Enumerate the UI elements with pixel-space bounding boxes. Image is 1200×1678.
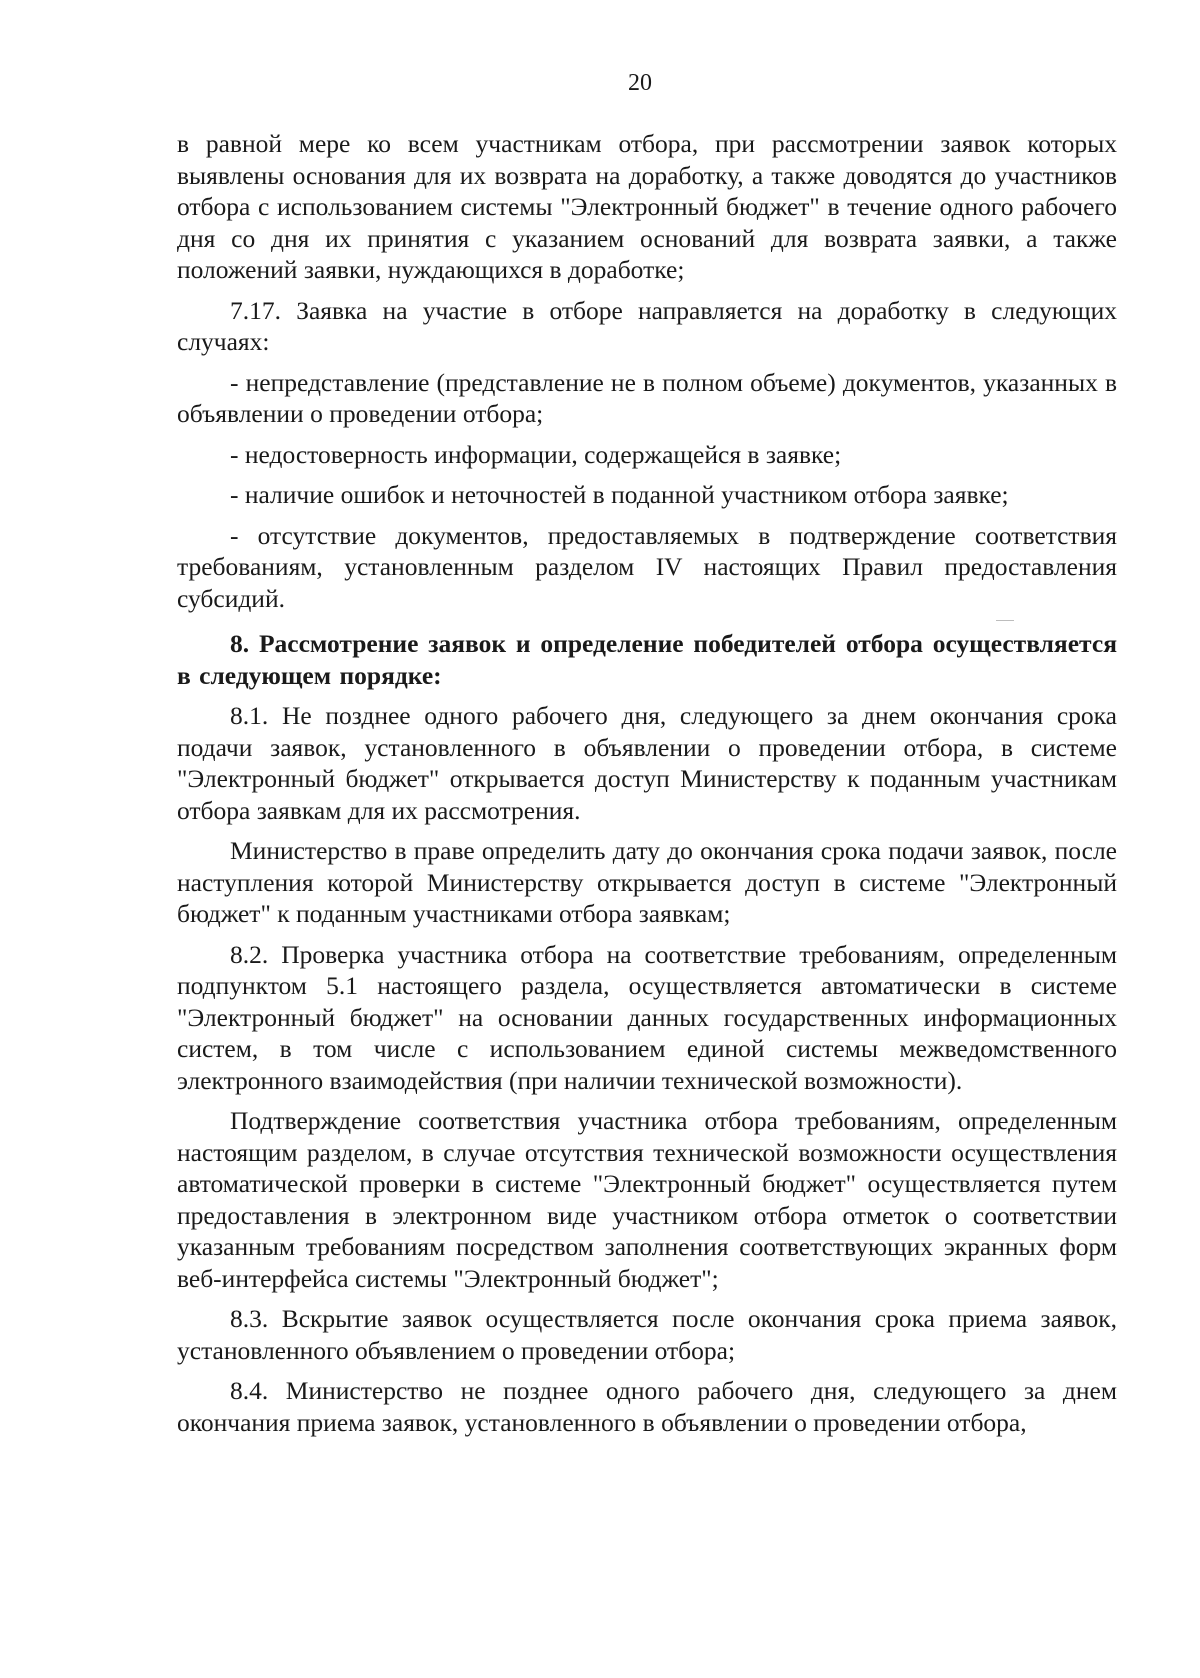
scan-artifact-line: [996, 620, 1014, 621]
list-item-missing-documents: - отсутствие документов, предоставляемых в подтверждение соответствия требованиям, установленным разделом IV настоящих Правил предоставления субсидий.: [177, 520, 1117, 613]
list-item-nonsubmission: - непредставление (представление не в полном объеме) документов, указанных в объявлении о проведении отбора;: [177, 367, 1117, 428]
list-item-errors: - наличие ошибок и неточностей в поданной участником отбора заявке;: [230, 480, 1009, 509]
paragraph-ministry-date: Министерство в праве определить дату до окончания срока подачи заявок, после наступления которой Министерству открывается доступ в системе "Электронный бюджет" к поданным участниками отбора заявкам;: [177, 836, 1117, 928]
paragraph-7-17: 7.17. Заявка на участие в отборе направляется на доработку в следующих случаях:: [177, 295, 1117, 356]
paragraph-8-1: 8.1. Не позднее одного рабочего дня, следующего за днем окончания срока подачи заявок, установленного в объявлении о проведении отбора, в системе "Электронный бюджет" открывается доступ Министерству к поданным участникам отбора заявкам для их рассмотрения.: [177, 701, 1117, 825]
paragraph-8-3: 8.3. Вскрытие заявок осуществляется после окончания срока приема заявок, установленного объявлением о проведении отбора;: [177, 1304, 1117, 1365]
paragraph-continuation: в равной мере ко всем участникам отбора, при рассмотрении заявок которых выявлены основания для их возврата на доработку, а также доводятся до участников отбора с использованием системы "Электронный бюджет" в течение одного рабочего дня со дня их принятия с указанием оснований для возврата заявки, а также положений заявки, нуждающихся в доработке;: [177, 129, 1117, 284]
paragraph-8-4: 8.4. Министерство не позднее одного рабочего дня, следующего за днем окончания приема заявок, установленного в объявлении о проведении отбора,: [177, 1376, 1117, 1437]
paragraph-confirmation: Подтверждение соответствия участника отбора требованиям, определенным настоящим разделом, в случае отсутствия технической возможности осуществления автоматической проверки в системе "Электронный бюджет" осуществляется путем предоставления в электронном виде участником отбора отметок о соответствии указанным требованиям посредством заполнения соответствующих экранных форм веб-интерфейса системы "Электронный бюджет";: [177, 1106, 1117, 1293]
section-heading-8: 8. Рассмотрение заявок и определение победителей отбора осуществляется в следующем порядке:: [177, 629, 1117, 690]
page-number: 20: [628, 70, 652, 96]
list-item-unreliable-info: - недостоверность информации, содержащейся в заявке;: [230, 439, 842, 469]
document-body: [177, 128, 1117, 1447]
paragraph-8-2: 8.2. Проверка участника отбора на соответствие требованиям, определенным подпунктом 5.1 настоящего раздела, осуществляется автоматически в системе "Электронный бюджет" на основании данных государственных информационных систем, в том числе с использованием единой системы межведомственного электронного взаимодействия (при наличии технической возможности).: [177, 939, 1117, 1095]
